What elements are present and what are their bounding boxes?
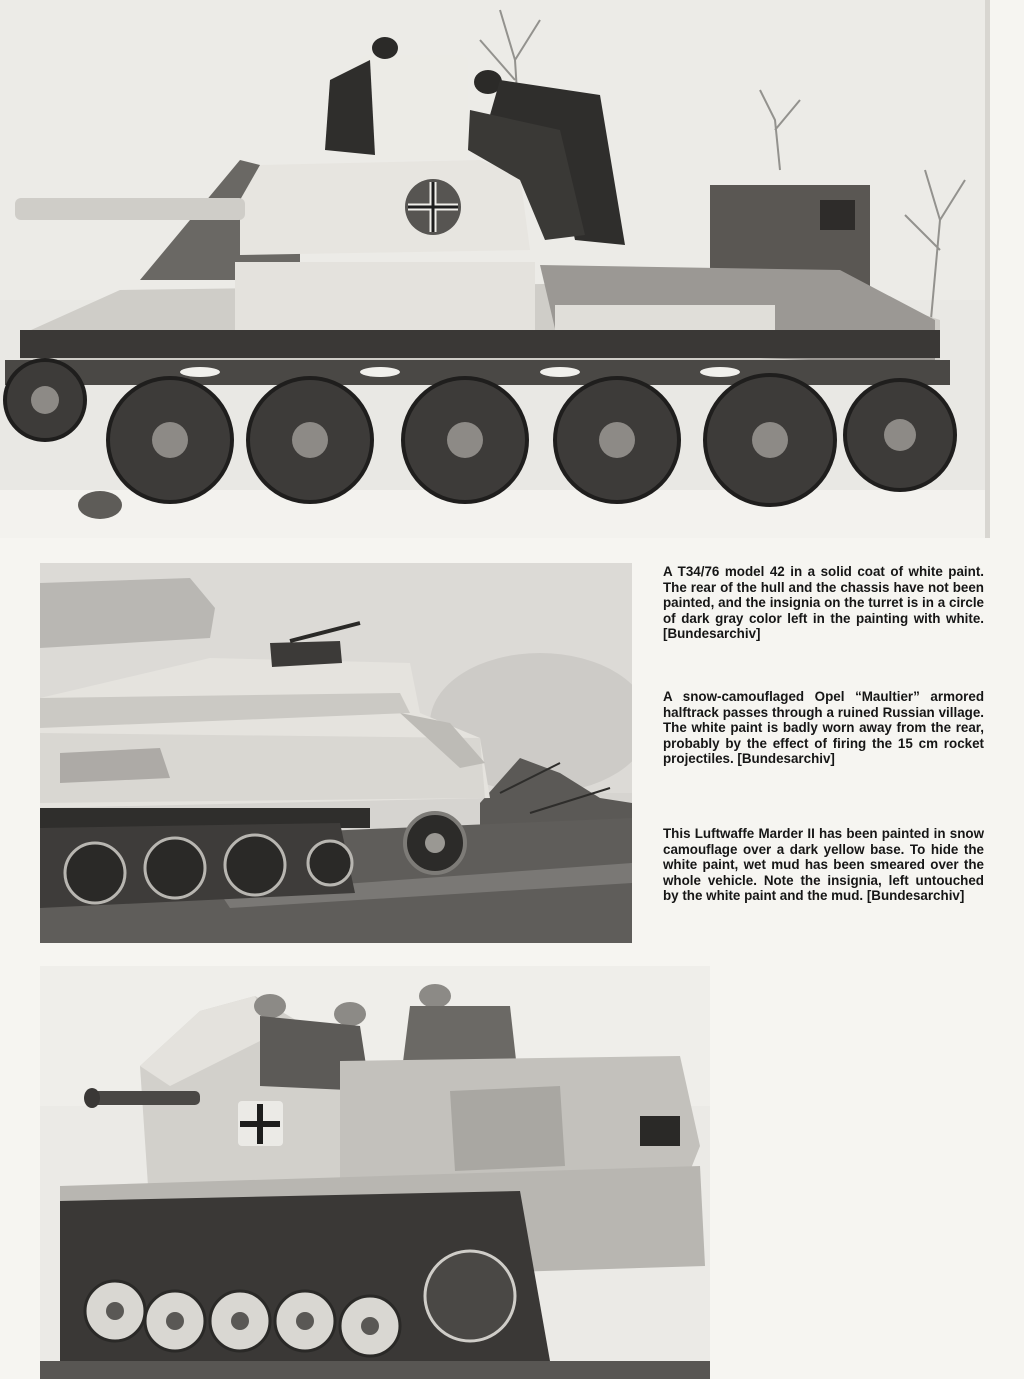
marder-illustration — [40, 966, 710, 1379]
photo-maultier-halftrack — [40, 563, 632, 943]
photo-marder-ii — [40, 966, 710, 1379]
photo-t34-tank — [0, 0, 990, 538]
caption-maultier: A snow-camouflaged Opel “Maultier” armored halftrack passes through a ruined Russian village. The white paint is badly worn away from the rear, probably by the effect of firing the 15 cm rocket projectiles. [Bundesarchiv] — [663, 689, 984, 767]
maultier-illustration — [40, 563, 632, 943]
t34-illustration — [0, 0, 990, 538]
caption-marder: This Luftwaffe Marder II has been painted in snow camouflage over a dark yellow base. To hide the white paint, wet mud has been smeared over the whole vehicle. Note the insignia, left untouched by the white paint and the mud. [Bundesarchiv] — [663, 826, 984, 904]
caption-t34: A T34/76 model 42 in a solid coat of white paint. The rear of the hull and the chassis have not been painted, and the insignia on the turret is in a circle of dark gray color left in the painting with white. [Bundesarchiv] — [663, 564, 984, 642]
